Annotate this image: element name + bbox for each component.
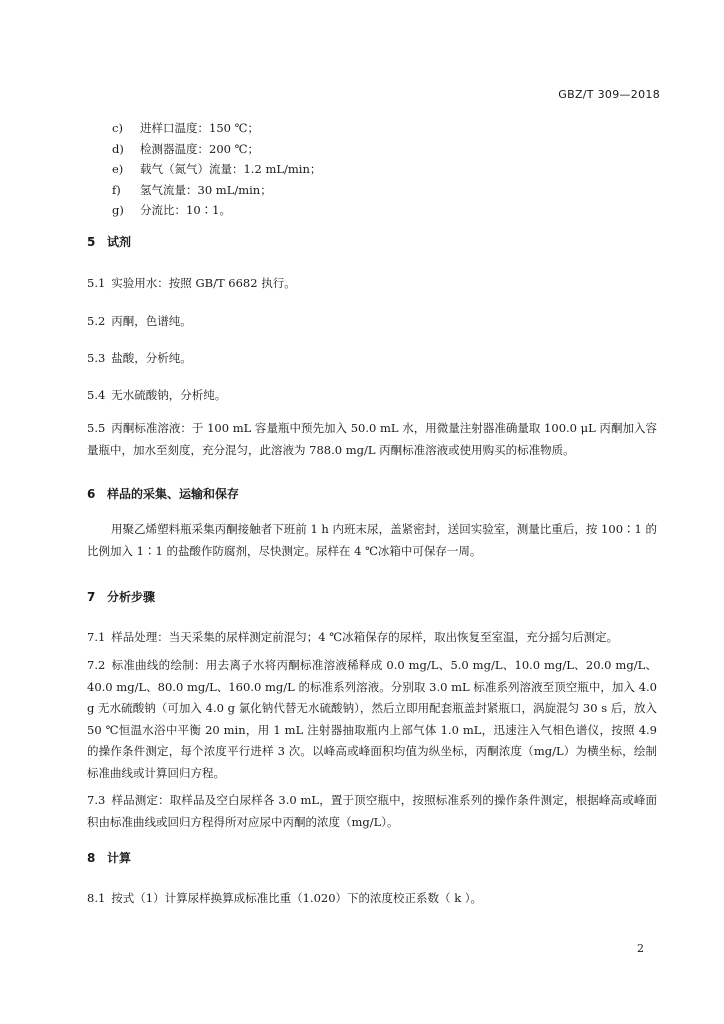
clause-text: 丙酮标准溶液：于 100 mL 容量瓶中预先加入 50.0 mL 水，用微量注射器准确量取 100.0 μL 丙酮加入容量瓶中，加水至刻度，充分混匀，此溶液为 788.0 mg/L 丙酮标准溶液或使用购买的标准物质。 [87,421,657,457]
list-item-text: 检测器温度：200 ℃； [140,141,259,156]
list-item [112,159,321,180]
list-item-text: 氢气流量：30 mL/min； [140,182,272,197]
list-item-label: g) [112,203,124,217]
clause-number: 7.2 [87,658,106,672]
section-number: 7 [87,590,96,604]
list-item-label: e) [112,162,124,176]
section-heading-reagents [87,233,131,250]
clause-text: 标准曲线的绘制：用去离子水将丙酮标准溶液稀释成 0.0 mg/L、5.0 mg/L、10.0 mg/L、20.0 mg/L、40.0 mg/L、80.0 mg/L、160.0 mg/L 的标准系列溶液。分别取 3.0 mL 标准系列溶液至顶空瓶中，加入 4.0 g 无水硫酸钠（可加入 4.0 g 氯化钠代替无水硫酸钠），然后立即用配套瓶盖封紧瓶口，涡旋混匀 30 s 后，放入 50 ℃恒温水浴中平衡 20 min，用 1 mL 注射器抽取瓶内上部气体 1.0 mL，迅速注入气相色谱仪，按照 4.9 的操作条件测定，每个浓度平行进样 3 次。以峰高或峰面积均值为纵坐标，丙酮浓度（mg/L）为横坐标，绘制标准曲线或计算回归方程。 [87,658,657,780]
paragraph-5-3 [87,348,657,370]
clause-text: 无水硫酸钠，分析纯。 [111,388,227,402]
clause-text: 实验用水：按照 GB/T 6682 执行。 [111,276,296,290]
paragraph-5-1 [87,273,657,295]
clause-text: 盐酸，分析纯。 [111,351,192,365]
clause-number: 7.1 [87,630,106,644]
list-item [112,200,321,221]
paragraph-7-3 [87,790,657,833]
list-item-text: 分流比：10∶1。 [140,203,231,217]
clause-number: 5.2 [87,314,106,328]
clause-number: 8.1 [87,891,106,905]
list-item-label: d) [112,141,124,156]
list-item-label: f) [112,182,121,197]
clause-text: 丙酮，色谱纯。 [111,314,192,328]
section-heading-calculation [87,849,131,866]
list-item-label: c) [112,121,123,135]
clause-number: 5.1 [87,276,106,290]
section-title: 计算 [107,851,132,865]
paragraph-5-2 [87,311,657,333]
list-item-text: 进样口温度：150 ℃； [140,121,259,135]
list-item [112,118,321,139]
standard-code: GBZ/T 309—2018 [558,88,660,101]
clause-number: 5.4 [87,388,106,402]
clause-text: 用聚乙烯塑料瓶采集丙酮接触者下班前 1 h 内班末尿，盖紧密封，送回实验室，测量比重后，按 100∶1 的比例加入 1∶1 的盐酸作防腐剂，尽快测定。尿样在 4 ℃冰箱中可保存一周。 [87,522,657,558]
section-title: 样品的采集、运输和保存 [107,487,240,501]
clause-number: 5.3 [87,351,106,365]
section-number: 5 [87,235,96,249]
clause-text: 样品处理：当天采集的尿样测定前混匀；4 ℃冰箱保存的尿样，取出恢复至室温，充分摇匀后测定。 [111,630,619,644]
clause-number: 5.5 [87,421,106,435]
section-number: 8 [87,851,96,865]
paragraph-8-1 [87,888,657,910]
list-item [112,139,321,160]
list-item [112,180,321,201]
page-number: 2 [637,942,644,955]
clause-text: 样品测定：取样品及空白尿样各 3.0 mL，置于顶空瓶中，按照标准系列的操作条件测定，根据峰高或峰面积由标准曲线或回归方程得所对应尿中丙酮的浓度（mg/L）。 [87,793,657,829]
paragraph-7-2 [87,655,657,784]
section-title: 试剂 [107,235,132,249]
clause-number: 7.3 [87,793,106,807]
section-title: 分析步骤 [107,590,156,604]
instrument-conditions-list [112,118,321,221]
section-heading-procedure [87,588,155,605]
paragraph-7-1 [87,627,657,649]
clause-text: 按式（1）计算尿样换算成标准比重（1.020）下的浓度校正系数（ k ）。 [111,891,483,905]
paragraph-5-4 [87,385,657,407]
list-item-text: 载气（氮气）流量：1.2 mL/min； [140,162,322,176]
paragraph-5-5 [87,418,657,461]
paragraph-6 [87,519,657,562]
section-heading-sampling [87,485,239,502]
section-number: 6 [87,487,96,501]
